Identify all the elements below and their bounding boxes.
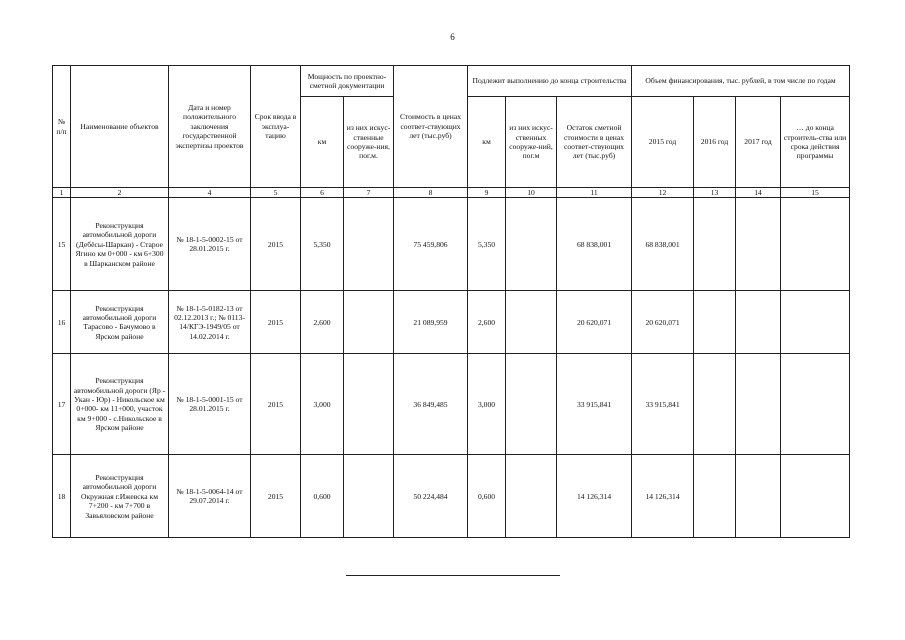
table-row: [53, 354, 850, 455]
column-number: 12: [632, 188, 694, 198]
header-row-1: [53, 66, 850, 97]
column-number: 7: [344, 188, 394, 198]
row-term: 2015: [251, 198, 301, 291]
row-name: Реконструкция автомобильной дороги Окружная г.Ижевска км 7+200 - км 7+700 в Завьяловском районе: [71, 455, 169, 538]
row-fin-2015: 33 915,841: [632, 354, 694, 455]
row-art: [344, 455, 394, 538]
row-fin-end: [781, 354, 850, 455]
column-number: 8: [394, 188, 468, 198]
header-capacity-group: Мощность по проектно-сметной документации: [301, 66, 394, 97]
row-fin-end: [781, 198, 850, 291]
row-fin-end: [781, 455, 850, 538]
row-expertise: № 18-1-5-0182-13 от 02.12.2013 г.; № 0113-14/КГЭ-1949/05 от 14.02.2014 г.: [169, 291, 251, 354]
row-km: 0,600: [301, 455, 344, 538]
row-fin-2015: 20 620,071: [632, 291, 694, 354]
column-number: 15: [781, 188, 850, 198]
column-number: 4: [169, 188, 251, 198]
row-fin-2016: [694, 455, 736, 538]
header-exec-group: Подлежит выполнению до конца строительства: [468, 66, 632, 97]
row-fin-2017: [736, 198, 781, 291]
column-numbers-row: [53, 188, 850, 198]
row-fin-2015: 14 126,314: [632, 455, 694, 538]
row-name: Реконструкция автомобильной дороги (Дебёсы-Шаркан) - Старое Ягино км 0+000 - км 6+300 в Шарканском районе: [71, 198, 169, 291]
row-name: Реконструкция автомобильной дороги Тарасово - Бачумово в Ярском районе: [71, 291, 169, 354]
row-fin-2016: [694, 354, 736, 455]
row-cost: 36 849,485: [394, 354, 468, 455]
column-number: 10: [506, 188, 557, 198]
header-exec-art: из них искус-ственных сооруже-ний, пог.м: [506, 97, 557, 188]
row-exec-art: [506, 455, 557, 538]
row-name: Реконструкция автомобильной дороги (Яр - Укан - Юр) - Никольское км 0+000- км 11+000, участок км 9+000 - с.Никольское в Ярском районе: [71, 354, 169, 455]
header-fin-group: Объем финансирования, тыс. рублей, в том числе по годам: [632, 66, 850, 97]
header-exec-km: км: [468, 97, 506, 188]
row-art: [344, 354, 394, 455]
row-exec-km: 3,000: [468, 354, 506, 455]
row-term: 2015: [251, 354, 301, 455]
header-fin-end: … до конца строитель-ства или срока действия программы: [781, 97, 850, 188]
row-no: 15: [53, 198, 71, 291]
header-fin-2016: 2016 год: [694, 97, 736, 188]
row-no: 16: [53, 291, 71, 354]
row-rest: 68 838,001: [557, 198, 632, 291]
row-term: 2015: [251, 291, 301, 354]
row-rest: 33 915,841: [557, 354, 632, 455]
row-cost: 75 459,806: [394, 198, 468, 291]
header-cost: Стоимость в ценах соответ-ствующих лет (тыс.руб): [394, 66, 468, 188]
row-art: [344, 291, 394, 354]
row-fin-2017: [736, 354, 781, 455]
row-no: 18: [53, 455, 71, 538]
header-fin-2015: 2015 год: [632, 97, 694, 188]
row-expertise: № 18-1-5-0002-15 от 28.01.2015 г.: [169, 198, 251, 291]
row-exec-km: 2,600: [468, 291, 506, 354]
row-fin-2017: [736, 291, 781, 354]
column-number: 1: [53, 188, 71, 198]
header-term: Срок ввода в эксплуа-тацию: [251, 66, 301, 188]
footer-rule: [346, 575, 560, 576]
row-cost: 21 089,959: [394, 291, 468, 354]
row-fin-end: [781, 291, 850, 354]
row-fin-2016: [694, 291, 736, 354]
row-art: [344, 198, 394, 291]
header-cap-art: из них искус-ственные сооруже-ния, пог.м.: [344, 97, 394, 188]
page-number: 6: [450, 32, 455, 42]
header-fin-2017: 2017 год: [736, 97, 781, 188]
objects-table: [52, 65, 850, 538]
column-number: 13: [694, 188, 736, 198]
row-fin-2016: [694, 198, 736, 291]
column-number: 11: [557, 188, 632, 198]
row-exec-art: [506, 198, 557, 291]
header-exec-rest: Остаток сметной стоимости в ценах соответ-ствующих лет (тыс.руб): [557, 97, 632, 188]
column-number: 2: [71, 188, 169, 198]
row-rest: 14 126,314: [557, 455, 632, 538]
row-term: 2015: [251, 455, 301, 538]
column-number: 6: [301, 188, 344, 198]
row-exec-art: [506, 291, 557, 354]
row-exec-art: [506, 354, 557, 455]
row-rest: 20 620,071: [557, 291, 632, 354]
table-row: [53, 198, 850, 291]
column-number: 14: [736, 188, 781, 198]
header-expertise: Дата и номер положительного заключения государственной экспертизы проектов: [169, 66, 251, 188]
row-km: 3,000: [301, 354, 344, 455]
row-no: 17: [53, 354, 71, 455]
header-no: № п/п: [53, 66, 71, 188]
column-number: 5: [251, 188, 301, 198]
header-cap-km: км: [301, 97, 344, 188]
row-expertise: № 18-1-5-0001-15 от 28.01.2015 г.: [169, 354, 251, 455]
row-fin-2017: [736, 455, 781, 538]
row-km: 5,350: [301, 198, 344, 291]
column-number: 9: [468, 188, 506, 198]
row-km: 2,600: [301, 291, 344, 354]
row-expertise: № 18-1-5-0064-14 от 29.07.2014 г.: [169, 455, 251, 538]
row-exec-km: 5,350: [468, 198, 506, 291]
table-row: [53, 291, 850, 354]
row-cost: 50 224,484: [394, 455, 468, 538]
row-exec-km: 0,600: [468, 455, 506, 538]
header-name: Наименование объектов: [71, 66, 169, 188]
row-fin-2015: 68 838,001: [632, 198, 694, 291]
table-row: [53, 455, 850, 538]
